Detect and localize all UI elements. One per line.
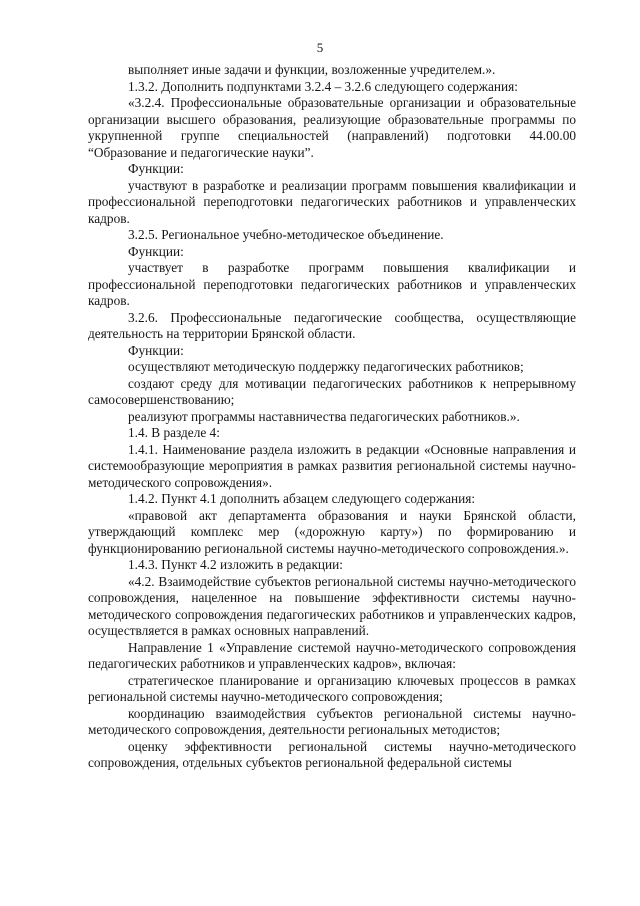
paragraph-4: Функции: — [128, 161, 184, 176]
paragraph-16: 1.4.2. Пункт 4.1 дополнить абзацем следующего содержания: — [128, 491, 476, 506]
paragraph-21: стратегическое планирование и организацию ключевых процессов в рамках региональной системы научно-методического сопровождения; — [88, 672, 576, 704]
paragraph-1: выполняет иные задачи и функции, возложенные учредителем.». — [128, 62, 496, 77]
page-number: 5 — [316, 40, 324, 55]
paragraph-18: 1.4.3. Пункт 4.2 изложить в редакции: — [128, 557, 343, 572]
paragraph-19: «4.2. Взаимодействие субъектов региональной системы научно-методического сопровождения, нацеленное на повышение эффективности системы научно-методического сопровождения педагогических работников и управленческих кадров, осуществляется в рамках основных направлений. — [88, 573, 576, 638]
document-body — [88, 62, 576, 772]
paragraph-2: 1.3.2. Дополнить подпунктами 3.2.4 – 3.2.6 следующего содержания: — [128, 78, 518, 94]
paragraph-8: участвует в разработке программ повышения квалификации и профессиональной переподготовки педагогических работников и управленческих кадров. — [88, 260, 576, 308]
paragraph-10: Функции: — [128, 342, 184, 358]
paragraph-17: «правовой акт департамента образования и науки Брянской области, утверждающий комплекс мер («дорожную карту») по формированию и функционированию региональной системы научно-методического сопровождения.». — [88, 507, 576, 556]
paragraph-12: создают среду для мотивации педагогических работников к непрерывному самосовершенствованию; — [88, 375, 576, 407]
paragraph-7: Функции: — [128, 243, 184, 259]
paragraph-6: 3.2.5. Региональное учебно-методическое объединение. — [128, 227, 444, 242]
paragraph-9: 3.2.6. Профессиональные педагогические сообщества, осуществляющие деятельность на территории Брянской области. — [88, 309, 576, 341]
paragraph-14: 1.4. В разделе 4: — [128, 425, 220, 440]
paragraph-15: 1.4.1. Наименование раздела изложить в редакции «Основные направления и системообразующие мероприятия в рамках развития региональной системы научно-методического сопровождения». — [88, 441, 576, 490]
paragraph-13: реализуют программы наставничества педагогических работников.». — [128, 408, 520, 424]
paragraph-3: «3.2.4. Профессиональные образовательные организации и образовательные организации высшего образования, реализующие образовательные программы по укрупненной группе специальностей (направлений) подготовки 44.00.00 “Образование и педагогические науки”. — [88, 95, 576, 160]
paragraph-11: осуществляют методическую поддержку педагогических работников; — [128, 359, 524, 374]
paragraph-23: оценку эффективности региональной системы научно-методического сопровождения, отдельных субъектов региональной федеральной системы — [88, 738, 576, 770]
paragraph-22: координацию взаимодействия субъектов региональной системы научно-методического сопровождения, деятельности региональных методистов; — [88, 705, 576, 737]
paragraph-5: участвуют в разработке и реализации программ повышения квалификации и профессиональной переподготовки педагогических работников и управленческих кадров. — [88, 177, 576, 226]
paragraph-20: Направление 1 «Управление системой научно-методического сопровождения педагогических работников и управленческих кадров», включая: — [88, 639, 576, 671]
